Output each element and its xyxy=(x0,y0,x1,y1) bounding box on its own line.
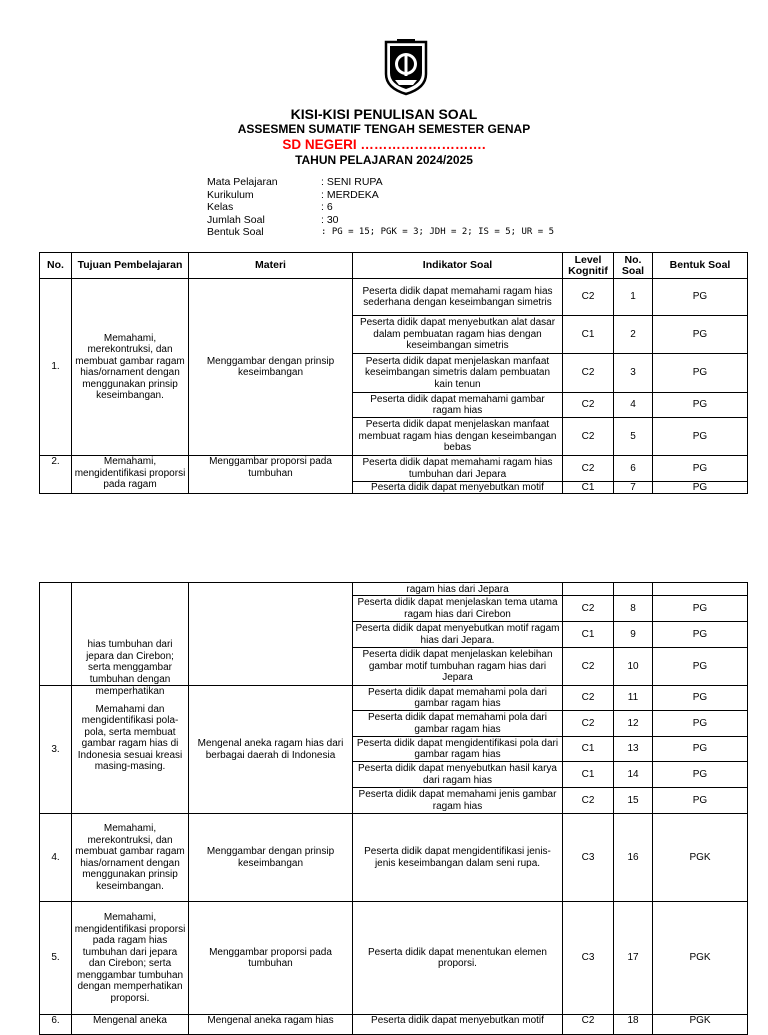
cell-nosoal: 11 xyxy=(614,686,653,711)
meta-label: Mata Pelajaran xyxy=(207,176,278,188)
cell-indikator: Peserta didik dapat memahami ragam hias sederhana dengan keseimbangan simetris xyxy=(353,279,563,316)
school-emblem-logo xyxy=(383,38,429,96)
cell-materi: Mengenal aneka ragam hias xyxy=(189,1015,353,1035)
cell-bentuk: PG xyxy=(653,788,748,814)
cell-tujuan: Memahami, merekontruksi, dan membuat gambar ragam hias/ornament dengan menggunakan prinsip keseimbangan. xyxy=(72,279,189,456)
cell-level: C1 xyxy=(563,316,614,354)
meta-value: : PG = 15; PGK = 3; JDH = 2; IS = 5; UR = 5 xyxy=(321,227,554,238)
cell-indikator: Peserta didik dapat memahami gambar ragam hias xyxy=(353,393,563,418)
cell-indikator: Peserta didik dapat memahami ragam hias tumbuhan dari Jepara xyxy=(353,456,563,482)
cell-no: 3. xyxy=(40,686,72,814)
cell-nosoal: 12 xyxy=(614,711,653,737)
cell-bentuk: PGK xyxy=(653,814,748,902)
cell-nosoal: 4 xyxy=(614,393,653,418)
meta-value: : SENI RUPA xyxy=(321,176,383,188)
cell-materi: Menggambar proporsi pada tumbuhan xyxy=(189,456,353,494)
cell-no: 1. xyxy=(40,279,72,456)
meta-value: : 6 xyxy=(321,201,333,214)
school-name: SD NEGERI ………………………. xyxy=(282,137,486,152)
cell-level: C2 xyxy=(563,596,614,622)
cell-bentuk: PG xyxy=(653,316,748,354)
cell-level: C1 xyxy=(563,622,614,648)
cell-bentuk: PG xyxy=(653,762,748,788)
cell-no-empty xyxy=(40,583,72,686)
cell-bentuk: PG xyxy=(653,418,748,456)
cell-indikator: Peserta didik dapat menjelaskan kelebihan gambar motif tumbuhan ragam hias dari Jepara xyxy=(353,648,563,686)
cell-indikator: Peserta didik dapat menyebutkan hasil karya dari ragam hias xyxy=(353,762,563,788)
cell-tujuan-main: Memahami dan mengidentifikasi pola-pola, serta membuat gambar ragam hias di Indonesia sesuai kreasi masing-masing. xyxy=(77,703,183,772)
cell-indikator: Peserta didik dapat menjelaskan manfaat membuat ragam hias dengan keseimbangan bebas xyxy=(353,418,563,456)
cell-level: C1 xyxy=(563,482,614,494)
cell-no: 4. xyxy=(40,814,72,902)
cell-nosoal: 15 xyxy=(614,788,653,814)
cell-level: C2 xyxy=(563,279,614,316)
cell-indikator: Peserta didik dapat menjelaskan manfaat keseimbangan simetris dalam pembuatan kain tenun xyxy=(353,354,563,393)
table-row xyxy=(40,583,748,596)
cell-level: C1 xyxy=(563,737,614,762)
cell-tujuan: hias tumbuhan dari jepara dan Cirebon; serta menggambar tumbuhan dengan xyxy=(72,583,189,686)
cell-indikator: Peserta didik dapat menyebutkan motif xyxy=(353,1015,563,1035)
cell-indikator: Peserta didik dapat menentukan elemen proporsi. xyxy=(353,902,563,1015)
cell-nosoal: 5 xyxy=(614,418,653,456)
cell-bentuk: PG xyxy=(653,279,748,316)
subject-info xyxy=(207,176,554,239)
cell-tujuan: Memahami, mengidentifikasi proporsi pada ragam hias tumbuhan dari jepara dan Cirebon; serta menggambar tumbuhan dengan memperhatikan proporsi. xyxy=(72,902,189,1015)
header-level: Level Kognitif xyxy=(563,253,614,279)
header-indikator: Indikator Soal xyxy=(353,253,563,279)
table-row xyxy=(40,279,748,316)
cell-nosoal: 7 xyxy=(614,482,653,494)
cell-level: C2 xyxy=(563,456,614,482)
cell-nosoal: 16 xyxy=(614,814,653,902)
table-row xyxy=(40,902,748,1015)
cell-materi: Menggambar proporsi pada tumbuhan xyxy=(189,902,353,1015)
cell-indikator: Peserta didik dapat mengidentifikasi pola dari gambar ragam hias xyxy=(353,737,563,762)
cell-nosoal: 2 xyxy=(614,316,653,354)
cell-bentuk: PG xyxy=(653,737,748,762)
meta-label: Kurikulum xyxy=(207,188,254,201)
table-row xyxy=(40,456,748,482)
cell-tujuan: Memahami, mengidentifikasi proporsi pada ragam xyxy=(72,456,189,494)
header-materi: Materi xyxy=(189,253,353,279)
cell-level: C3 xyxy=(563,814,614,902)
cell-no: 5. xyxy=(40,902,72,1015)
cell-nosoal: 10 xyxy=(614,648,653,686)
cell-bentuk-empty xyxy=(653,583,748,596)
cell-level: C2 xyxy=(563,354,614,393)
meta-label: Bentuk Soal xyxy=(207,226,264,239)
cell-bentuk: PG xyxy=(653,686,748,711)
cell-indikator: Peserta didik dapat menyebutkan motif ragam hias dari Jepara. xyxy=(353,622,563,648)
cell-tujuan: Memahami, merekontruksi, dan membuat gambar ragam hias/ornament dengan menggunakan prinsip keseimbangan. xyxy=(72,814,189,902)
cell-bentuk: PG xyxy=(653,596,748,622)
cell-tujuan xyxy=(72,686,189,814)
cell-materi: Mengenal aneka ragam hias dari berbagai daerah di Indonesia xyxy=(189,686,353,814)
cell-nosoal: 17 xyxy=(614,902,653,1015)
kisi-kisi-table-page-1 xyxy=(39,252,748,494)
cell-bentuk: PG xyxy=(653,482,748,494)
cell-materi-empty xyxy=(189,583,353,686)
cell-level: C2 xyxy=(563,418,614,456)
cell-materi: Menggambar dengan prinsip keseimbangan xyxy=(189,814,353,902)
cell-indikator: Peserta didik dapat menyebutkan motif xyxy=(353,482,563,494)
cell-indikator: Peserta didik dapat memahami pola dari gambar ragam hias xyxy=(353,711,563,737)
cell-bentuk: PGK xyxy=(653,902,748,1015)
cell-indikator: Peserta didik dapat mengidentifikasi jenis-jenis keseimbangan dalam seni rupa. xyxy=(353,814,563,902)
cell-bentuk: PG xyxy=(653,393,748,418)
cell-no: 6. xyxy=(40,1015,72,1035)
academic-year: TAHUN PELAJARAN 2024/2025 xyxy=(295,153,473,167)
header-bentuk: Bentuk Soal xyxy=(653,253,748,279)
kisi-kisi-table-page-2 xyxy=(39,582,748,1035)
header-no: No. xyxy=(40,253,72,279)
cell-tujuan: Mengenal aneka xyxy=(72,1015,189,1035)
cell-no: 2. xyxy=(40,456,72,494)
cell-bentuk: PG xyxy=(653,456,748,482)
table-row xyxy=(40,814,748,902)
cell-level: C2 xyxy=(563,648,614,686)
doc-title: KISI-KISI PENULISAN SOAL xyxy=(290,106,478,122)
header-tujuan: Tujuan Pembelajaran xyxy=(72,253,189,279)
cell-level: C2 xyxy=(563,1015,614,1035)
meta-value: : MERDEKA xyxy=(321,188,379,201)
cell-bentuk: PG xyxy=(653,648,748,686)
cell-level: C3 xyxy=(563,902,614,1015)
cell-level-empty xyxy=(563,583,614,596)
cell-nosoal: 6 xyxy=(614,456,653,482)
cell-nosoal: 14 xyxy=(614,762,653,788)
cell-level: C2 xyxy=(563,711,614,737)
cell-level: C2 xyxy=(563,686,614,711)
cell-nosoal: 9 xyxy=(614,622,653,648)
cell-level: C1 xyxy=(563,762,614,788)
cell-indikator: Peserta didik dapat memahami jenis gambar ragam hias xyxy=(353,788,563,814)
cell-indikator: Peserta didik dapat menjelaskan tema utama ragam hias dari Cirebon xyxy=(353,596,563,622)
cell-materi: Menggambar dengan prinsip keseimbangan xyxy=(189,279,353,456)
cell-bentuk: PGK xyxy=(653,1015,748,1035)
table-row xyxy=(40,686,748,711)
doc-subtitle: ASSESMEN SUMATIF TENGAH SEMESTER GENAP xyxy=(237,122,531,136)
cell-nosoal: 3 xyxy=(614,354,653,393)
cell-nosoal: 18 xyxy=(614,1015,653,1035)
cell-indikator: ragam hias dari Jepara xyxy=(353,583,563,596)
cell-indikator: Peserta didik dapat menyebutkan alat dasar dalam pembuatan ragam hias dengan keseimbangan simetris xyxy=(353,316,563,354)
meta-label: Jumlah Soal xyxy=(207,213,265,226)
cell-level: C2 xyxy=(563,393,614,418)
cell-nosoal: 8 xyxy=(614,596,653,622)
meta-label: Kelas xyxy=(207,201,234,214)
cell-bentuk: PG xyxy=(653,622,748,648)
cell-nosoal-empty xyxy=(614,583,653,596)
cell-indikator: Peserta didik dapat memahami pola dari gambar ragam hias xyxy=(353,686,563,711)
header-nosoal: No. Soal xyxy=(614,253,653,279)
cell-nosoal: 1 xyxy=(614,279,653,316)
cell-bentuk: PG xyxy=(653,354,748,393)
meta-value: : 30 xyxy=(321,213,339,226)
table-row xyxy=(40,1015,748,1035)
cell-nosoal: 13 xyxy=(614,737,653,762)
cell-bentuk: PG xyxy=(653,711,748,737)
cell-tujuan-top: memperhatikan xyxy=(95,686,165,697)
table-header-row xyxy=(40,253,748,279)
cell-level: C2 xyxy=(563,788,614,814)
